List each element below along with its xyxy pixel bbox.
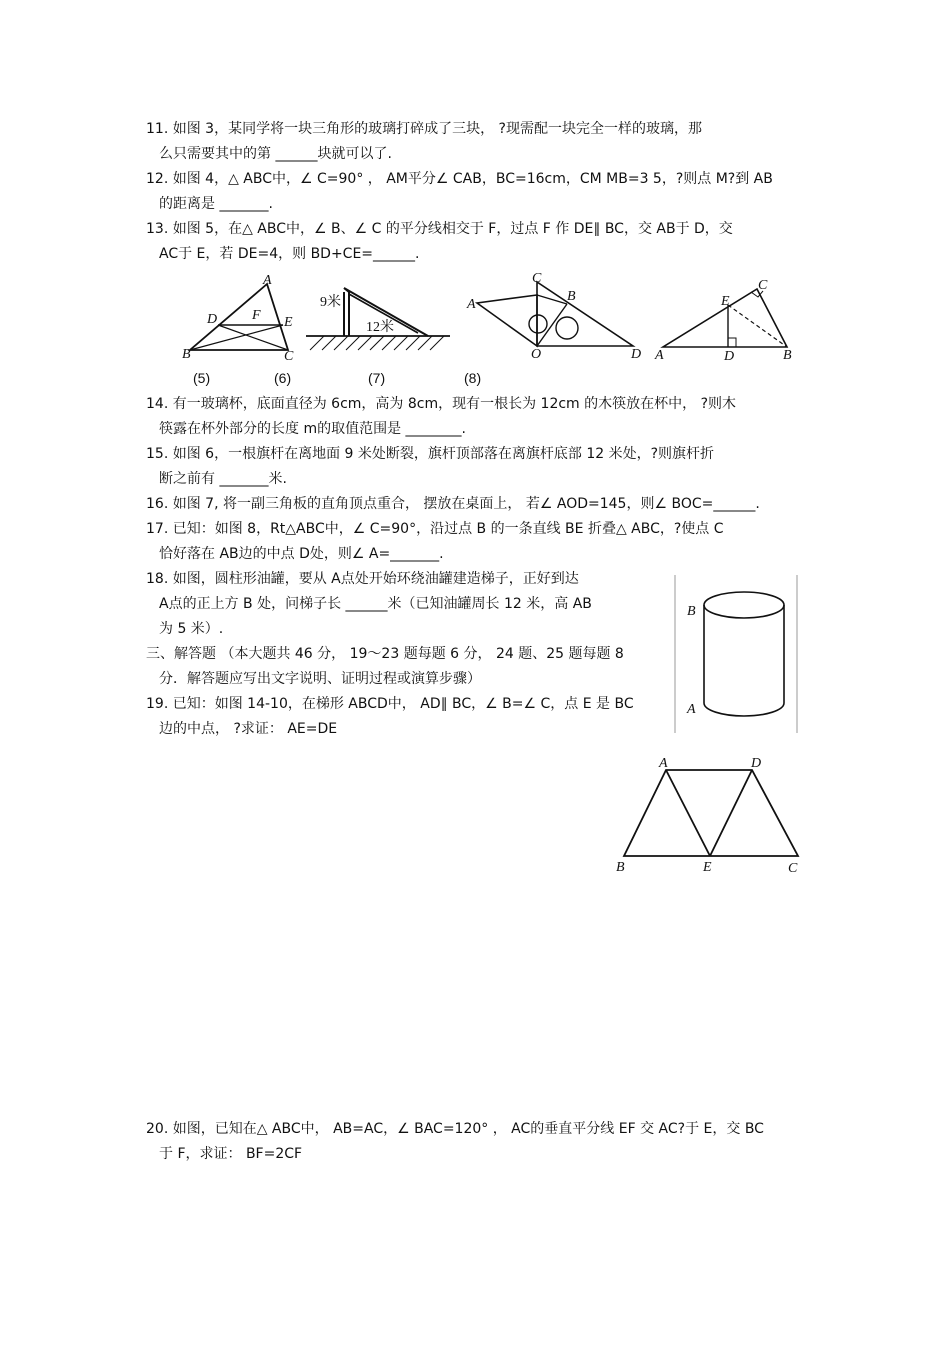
q11-line1: 11. 如图 3，某同学将一块三角形的玻璃打碎成了三块， ?现需配一块完全一样的玻璃，那 [146,121,702,137]
q18-line2: A点的正上方 B 处，问梯子长 ______米（已知油罐周长 12 米，高 AB [159,596,592,612]
q17-line1: 17. 已知：如图 8，Rt△ABC中，∠ C=90°，沿过点 B 的一条直线 BE 折叠△ ABC，?使点 C [146,521,724,537]
q18-line3: 为 5 米）. [159,621,224,637]
q13-line2: AC于 E，若 DE=4，则 BD+CE=______. [159,246,420,262]
q13-line1: 13. 如图 5，在△ ABC中，∠ B、∠ C 的平分线相交于 F，过点 F 作 DE∥ BC，交 AB于 D，交 [146,221,733,237]
figure-8 [655,275,800,365]
fig7-label-D: D [631,347,642,362]
caption-7: (7) [368,370,386,386]
trap-label-A: A [659,756,668,771]
q17-line2: 恰好落在 AB边的中点 D处，则∠ A=_______. [159,546,444,562]
q14-line1: 14. 有一玻璃杯，底面直径为 6cm，高为 8cm，现有一根长为 12cm 的木筷放在杯中， ?则木 [146,396,737,412]
q19-line2: 边的中点， ?求证： AE=DE [159,721,338,737]
fig7-label-B: B [567,289,576,304]
trap-label-B: B [616,860,625,875]
q20-line2: 于 F，求证： BF=2CF [159,1146,303,1162]
figure-5 [180,272,300,362]
q12-line1: 12. 如图 4，△ ABC中，∠ C=90° ， AM平分∠ CAB，BC=16cm，CM MB=3 5，?则点 M?到 AB [146,171,773,187]
cylinder-figure [674,573,800,735]
fig5-label-D: D [207,312,218,327]
fig5-label-B: B [182,347,191,362]
caption-6: (6) [274,370,292,386]
caption-8: (8) [464,370,482,386]
q15-line1: 15. 如图 6，一根旗杆在离地面 9 米处断裂，旗杆顶部落在离旗杆底部 12 米处，?则旗杆折 [146,446,715,462]
q15-line2: 断之前有 _______米. [159,471,287,487]
q11-line2: 么只需要其中的第 ______块就可以了. [159,146,392,162]
fig7-label-O: O [531,347,542,362]
figure-7 [463,270,653,362]
section-3-line2: 分．解答题应写出文字说明、证明过程或演算步骤） [159,671,481,687]
fig5-label-F: F [252,308,261,323]
trap-label-E: E [703,860,712,875]
fig6-label-height: 9米 [320,295,341,310]
cylinder-label-A: A [687,702,696,717]
fig8-label-C: C [758,278,768,293]
q12-line2: 的距离是 _______. [159,196,273,212]
fig5-label-E: E [284,315,293,330]
caption-5: (5) [193,370,211,386]
q14-line2: 筷露在杯外部分的长度 m的取值范围是 ________. [159,421,466,437]
fig8-label-B: B [783,348,792,363]
trapezoid-figure [612,752,812,877]
fig5-label-A: A [263,273,272,288]
section-3-line1: 三、解答题 （本大题共 46 分， 19～23 题每题 6 分， 24 题、25 题每题 8 [146,646,624,662]
cylinder-label-B: B [687,604,696,619]
q19-line1: 19. 已知：如图 14-10，在梯形 ABCD中， AD∥ BC，∠ B=∠ C，点 E 是 BC [146,696,634,712]
trap-label-D: D [751,756,762,771]
fig8-label-E: E [721,294,730,309]
trap-label-C: C [788,861,798,876]
fig8-label-A: A [655,348,664,363]
figure-6 [300,280,460,355]
fig7-label-A: A [467,297,476,312]
q20-line1: 20. 如图，已知在△ ABC中， AB=AC，∠ BAC=120° ， AC的垂直平分线 EF 交 AC?于 E，交 BC [146,1121,764,1137]
q18-line1: 18. 如图，圆柱形油罐，要从 A点处开始环绕油罐建造梯子，正好到达 [146,571,579,587]
fig7-label-C: C [532,271,542,286]
q16-line1: 16. 如图 7, 将一副三角板的直角顶点重合， 摆放在桌面上， 若∠ AOD=145，则∠ BOC=______. [146,496,760,512]
fig8-label-D: D [724,349,735,364]
fig5-label-C: C [284,349,294,364]
fig6-label-distance: 12米 [366,320,394,335]
